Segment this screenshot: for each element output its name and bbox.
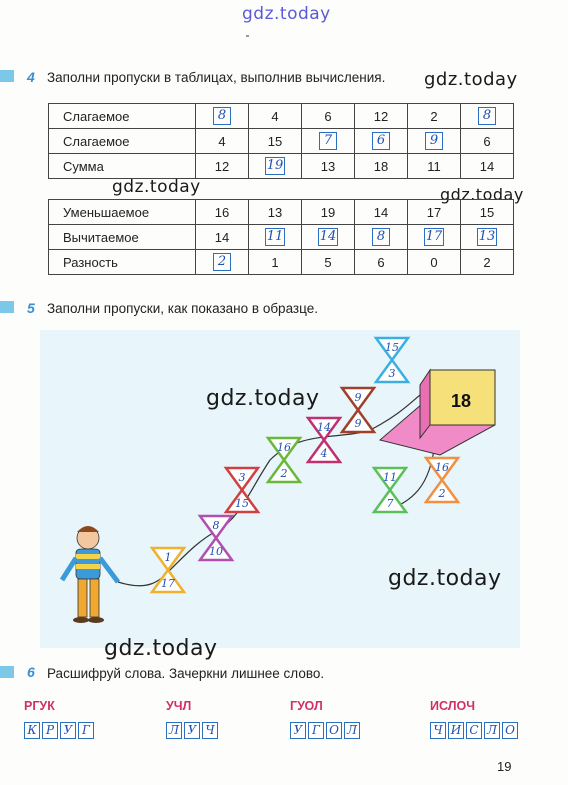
kite-svg bbox=[40, 330, 520, 648]
cell-value: 2 bbox=[483, 254, 491, 270]
letter-box[interactable]: О bbox=[502, 722, 518, 739]
table-row bbox=[49, 250, 514, 275]
bow-bottom-number: 7 bbox=[386, 497, 394, 510]
table-cell bbox=[408, 225, 461, 250]
table-cell bbox=[461, 200, 514, 225]
table-cell bbox=[302, 129, 355, 154]
cell-value: 15 bbox=[479, 204, 495, 220]
task6-text: Расшифруй слова. Зачеркни лишнее слово. bbox=[47, 666, 325, 681]
number-bow bbox=[342, 388, 374, 432]
speck bbox=[246, 35, 249, 37]
letter-box[interactable]: Г bbox=[78, 722, 94, 739]
number-bow bbox=[374, 468, 406, 512]
number-bow bbox=[152, 548, 184, 592]
bow-bottom-number: 9 bbox=[354, 417, 362, 430]
row-label: Сумма bbox=[49, 154, 196, 179]
cell-value: 14 bbox=[479, 158, 495, 174]
table-cell bbox=[408, 154, 461, 179]
table-cell bbox=[302, 250, 355, 275]
watermark: gdz.today bbox=[104, 636, 218, 661]
answer-box[interactable]: 8 bbox=[372, 228, 390, 246]
table-cell bbox=[461, 129, 514, 154]
letter-box[interactable]: Ч bbox=[430, 722, 446, 739]
table-cell bbox=[408, 250, 461, 275]
letter-box[interactable]: Г bbox=[308, 722, 324, 739]
table-cell bbox=[196, 250, 249, 275]
coded-word: ГУОЛ bbox=[290, 699, 323, 713]
bow-bottom-number: 2 bbox=[280, 467, 288, 480]
bow-bottom-number: 15 bbox=[235, 497, 249, 510]
table-cell bbox=[249, 200, 302, 225]
coded-word: ИСЛОЧ bbox=[430, 699, 475, 713]
table-cell bbox=[249, 250, 302, 275]
cell-value: 5 bbox=[324, 254, 332, 270]
task5-text: Заполни пропуски, как показано в образце. bbox=[47, 301, 318, 316]
row-label: Уменьшаемое bbox=[49, 200, 196, 225]
letter-box[interactable]: С bbox=[466, 722, 482, 739]
letter-box[interactable]: У bbox=[184, 722, 200, 739]
cell-value: 6 bbox=[377, 254, 385, 270]
coded-word: РГУК bbox=[24, 699, 55, 713]
table-row bbox=[49, 104, 514, 129]
letter-box[interactable]: О bbox=[326, 722, 342, 739]
watermark: gdz.today bbox=[112, 177, 201, 197]
answer-box[interactable]: 2 bbox=[213, 253, 231, 271]
table-cell bbox=[302, 200, 355, 225]
cell-value: 6 bbox=[483, 133, 491, 149]
table-cell bbox=[408, 129, 461, 154]
watermark: gdz.today bbox=[206, 386, 320, 411]
bow-top-number: 3 bbox=[238, 471, 246, 484]
kite-number: 18 bbox=[450, 391, 472, 411]
table-row bbox=[49, 129, 514, 154]
cell-value: 4 bbox=[218, 133, 226, 149]
answer-box[interactable]: 8 bbox=[478, 107, 496, 125]
table-row bbox=[49, 225, 514, 250]
table-cell bbox=[196, 104, 249, 129]
bow-top-number: 16 bbox=[435, 461, 449, 474]
letter-box[interactable]: Р bbox=[42, 722, 58, 739]
table-cell bbox=[408, 200, 461, 225]
bow-bottom-number: 3 bbox=[388, 367, 396, 380]
table-cell bbox=[249, 129, 302, 154]
cell-value: 17 bbox=[426, 204, 442, 220]
task-marker bbox=[0, 666, 14, 678]
cell-value: 12 bbox=[373, 108, 389, 124]
letter-box[interactable]: Ч bbox=[202, 722, 218, 739]
cell-value: 11 bbox=[427, 158, 441, 174]
row-label: Разность bbox=[49, 250, 196, 275]
task4-number: 4 bbox=[27, 69, 35, 85]
letter-box[interactable]: У bbox=[60, 722, 76, 739]
cell-value: 6 bbox=[324, 108, 332, 124]
letter-box[interactable]: У bbox=[290, 722, 306, 739]
cell-value: 0 bbox=[430, 254, 438, 270]
table-row bbox=[49, 200, 514, 225]
decoded-word bbox=[290, 722, 360, 739]
bow-top-number: 8 bbox=[212, 519, 220, 532]
answer-box[interactable]: 8 bbox=[213, 107, 231, 125]
bow-top-number: 14 bbox=[317, 421, 331, 434]
letter-box[interactable]: Л bbox=[166, 722, 182, 739]
number-bow bbox=[376, 338, 408, 382]
difference-table bbox=[48, 199, 514, 275]
answer-box[interactable]: 19 bbox=[266, 158, 284, 173]
bow-bottom-number: 2 bbox=[438, 487, 446, 500]
table-cell bbox=[461, 104, 514, 129]
table-cell bbox=[355, 250, 408, 275]
table-cell bbox=[196, 154, 249, 179]
answer-box[interactable]: 9 bbox=[425, 132, 443, 150]
number-bow bbox=[268, 438, 300, 482]
answer-box[interactable]: 7 bbox=[319, 132, 337, 150]
watermark: gdz.today bbox=[424, 69, 518, 90]
cell-value: 13 bbox=[267, 204, 283, 220]
decoded-word bbox=[24, 722, 94, 739]
decoded-word bbox=[430, 722, 518, 739]
bow-bottom-number: 4 bbox=[320, 447, 328, 460]
answer-box[interactable]: 6 bbox=[372, 132, 390, 150]
table-cell bbox=[461, 225, 514, 250]
task-marker bbox=[0, 301, 14, 313]
answer-box[interactable]: 11 bbox=[266, 229, 284, 244]
boy-figure bbox=[62, 526, 118, 623]
task4-text: Заполни пропуски в таблицах, выполнив вычисления. bbox=[47, 70, 386, 85]
table-cell bbox=[196, 129, 249, 154]
table-cell bbox=[249, 154, 302, 179]
watermark: gdz.today bbox=[388, 566, 502, 591]
cell-value: 14 bbox=[373, 204, 389, 220]
table-cell bbox=[355, 225, 408, 250]
task-marker bbox=[0, 70, 14, 82]
kite-illustration bbox=[40, 330, 520, 648]
row-label: Слагаемое bbox=[49, 129, 196, 154]
letter-box[interactable]: И bbox=[448, 722, 464, 739]
table-cell bbox=[355, 104, 408, 129]
answer-box[interactable]: 14 bbox=[319, 229, 337, 244]
bow-top-number: 11 bbox=[383, 471, 397, 484]
table-cell bbox=[461, 154, 514, 179]
table-cell bbox=[249, 225, 302, 250]
table-row bbox=[49, 154, 514, 179]
number-bow bbox=[308, 418, 340, 462]
task6-number: 6 bbox=[27, 664, 35, 680]
bow-top-number: 1 bbox=[164, 551, 172, 564]
bow-top-number: 15 bbox=[385, 341, 399, 354]
cell-value: 15 bbox=[267, 133, 283, 149]
row-label: Вычитаемое bbox=[49, 225, 196, 250]
bow-bottom-number: 17 bbox=[161, 577, 175, 590]
cell-value: 16 bbox=[214, 204, 230, 220]
watermark: gdz.today bbox=[440, 185, 524, 204]
watermark-top: gdz.today bbox=[242, 4, 331, 24]
number-bow bbox=[226, 468, 258, 512]
answer-box[interactable]: 17 bbox=[425, 229, 443, 244]
cell-value: 13 bbox=[320, 158, 336, 174]
number-bow bbox=[426, 458, 458, 502]
table-cell bbox=[249, 104, 302, 129]
row-label: Слагаемое bbox=[49, 104, 196, 129]
table-cell bbox=[302, 104, 355, 129]
coded-word: УЧЛ bbox=[166, 699, 192, 713]
answer-box[interactable]: 13 bbox=[478, 229, 496, 244]
table-cell bbox=[461, 250, 514, 275]
task5-number: 5 bbox=[27, 300, 35, 316]
letter-box[interactable]: К bbox=[24, 722, 40, 739]
table-cell bbox=[302, 154, 355, 179]
decoded-word bbox=[166, 722, 218, 739]
table-cell bbox=[196, 225, 249, 250]
cell-value: 14 bbox=[214, 229, 230, 245]
table-cell bbox=[408, 104, 461, 129]
page-number: 19 bbox=[497, 759, 512, 774]
cell-value: 4 bbox=[271, 108, 279, 124]
table-cell bbox=[355, 200, 408, 225]
letter-box[interactable]: Л bbox=[344, 722, 360, 739]
cell-value: 18 bbox=[373, 158, 389, 174]
cell-value: 1 bbox=[271, 254, 279, 270]
cell-value: 19 bbox=[320, 204, 336, 220]
cell-value: 2 bbox=[430, 108, 438, 124]
letter-box[interactable]: Л bbox=[484, 722, 500, 739]
bow-bottom-number: 10 bbox=[209, 545, 223, 558]
table-cell bbox=[355, 129, 408, 154]
bow-top-number: 9 bbox=[354, 391, 362, 404]
table-cell bbox=[302, 225, 355, 250]
sum-table bbox=[48, 103, 514, 179]
cell-value: 12 bbox=[214, 158, 230, 174]
bow-top-number: 16 bbox=[277, 441, 291, 454]
table-cell bbox=[355, 154, 408, 179]
table-cell bbox=[196, 200, 249, 225]
